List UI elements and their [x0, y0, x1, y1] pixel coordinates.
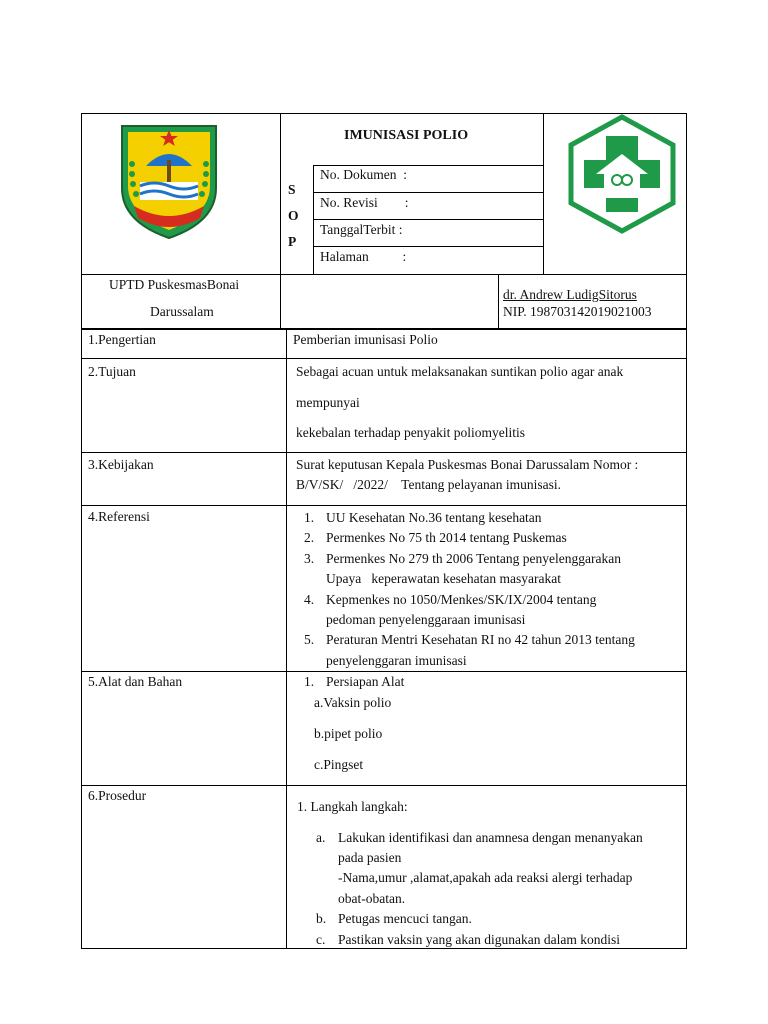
signer-name: dr. Andrew LudigSitorus	[503, 287, 637, 302]
text-tujuan-line: Sebagai acuan untuk melaksanakan suntikan polio agar anak	[296, 364, 624, 379]
alat-item: b.pipet polio	[314, 726, 383, 741]
org-name-line1: UPTD PuskesmasBonai	[109, 277, 240, 292]
regency-logo	[118, 122, 222, 240]
prosedur-letter: b.	[316, 911, 327, 926]
referensi-item: Kepmenkes no 1050/Menkes/SK/IX/2004 tentang	[326, 592, 597, 607]
prosedur-letter: a.	[316, 830, 326, 845]
prosedur-item: obat-obatan.	[338, 891, 406, 906]
alat-heading-num: 1.	[304, 674, 315, 689]
referensi-item: UU Kesehatan No.36 tentang kesehatan	[326, 510, 542, 525]
sop-letter-o: O	[288, 208, 299, 223]
referensi-item: penyelenggaran imunisasi	[326, 653, 467, 668]
text-pengertian: Pemberian imunisasi Polio	[293, 332, 438, 347]
referensi-num: 4.	[304, 592, 315, 607]
label-prosedur: 6.Prosedur	[88, 788, 147, 803]
sop-letter-p: P	[288, 234, 297, 249]
label-alat-bahan: 5.Alat dan Bahan	[88, 674, 183, 689]
sop-letter-s: S	[288, 182, 296, 197]
text-tujuan-line: kekebalan terhadap penyakit poliomyelitis	[296, 425, 526, 440]
field-no-dokumen: No. Dokumen :	[320, 167, 407, 182]
alat-item: a.Vaksin polio	[314, 695, 392, 710]
text-tujuan-line: mempunyai	[296, 395, 360, 410]
referensi-num: 1.	[304, 510, 315, 525]
alat-heading: Persiapan Alat	[326, 674, 405, 689]
field-halaman: Halaman :	[320, 249, 407, 264]
referensi-num: 2.	[304, 530, 315, 545]
prosedur-letter: c.	[316, 932, 326, 947]
referensi-item: Upaya keperawatan kesehatan masyarakat	[326, 571, 562, 586]
referensi-item: pedoman penyelenggaraan imunisasi	[326, 612, 526, 627]
prosedur-item: Lakukan identifikasi dan anamnesa dengan menanyakan	[338, 830, 643, 845]
referensi-num: 3.	[304, 551, 315, 566]
prosedur-heading: 1. Langkah langkah:	[297, 799, 408, 814]
field-no-revisi: No. Revisi :	[320, 195, 409, 210]
text-kebijakan-line: Surat keputusan Kepala Puskesmas Bonai Darussalam Nomor :	[296, 457, 639, 472]
field-tanggal-terbit: TanggalTerbit :	[320, 222, 403, 237]
alat-item: c.Pingset	[314, 757, 364, 772]
label-kebijakan: 3.Kebijakan	[88, 457, 154, 472]
label-tujuan: 2.Tujuan	[88, 364, 136, 379]
prosedur-item: Pastikan vaksin yang akan digunakan dalam kondisi	[338, 932, 620, 947]
referensi-item: Peraturan Mentri Kesehatan RI no 42 tahun 2013 tentang	[326, 632, 635, 647]
label-pengertian: 1.Pengertian	[88, 332, 156, 347]
puskesmas-logo	[566, 114, 678, 234]
text-kebijakan-line: B/V/SK/ /2022/ Tentang pelayanan imunisasi.	[296, 477, 562, 492]
label-referensi: 4.Referensi	[88, 509, 150, 524]
prosedur-item: Petugas mencuci tangan.	[338, 911, 472, 926]
referensi-item: Permenkes No 279 th 2006 Tentang penyelenggarakan	[326, 551, 621, 566]
org-name-line2: Darussalam	[150, 304, 214, 319]
referensi-item: Permenkes No 75 th 2014 tentang Puskemas	[326, 530, 567, 545]
document-title: IMUNISASI POLIO	[344, 128, 469, 143]
signer-nip: NIP. 198703142019021003	[503, 304, 652, 319]
referensi-num: 5.	[304, 632, 315, 647]
prosedur-item: -Nama,umur ,alamat,apakah ada reaksi alergi terhadap	[338, 870, 633, 885]
prosedur-item: pada pasien	[338, 850, 402, 865]
